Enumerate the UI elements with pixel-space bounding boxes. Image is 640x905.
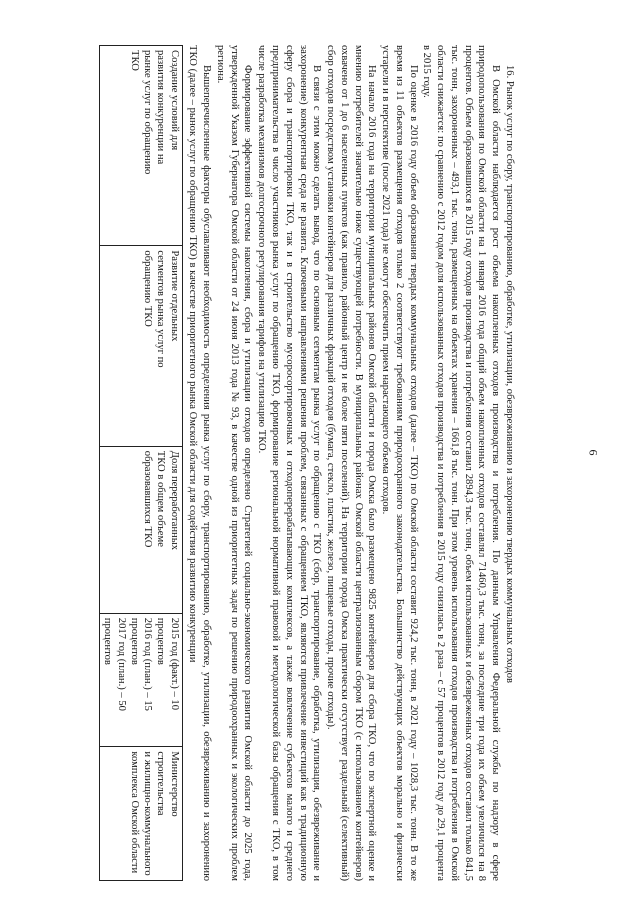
paragraph-waste-volume: В Омской области наблюдается рост объема накопленных отходов производства и потребления. По данным Управления Федеральной службы по надзору в сфере природопользования по Омской области на 1 января 2016 года общий объем накопленных отходов составлял 71460,3 тыс. тонн, за последние три года их объем увеличился на 8 процентов. Объем образовавшихся в 2015 году отходов производства и потребления составил 2894,3 тыс. тонн, объем использованных и обезвреженных отходов составил только 841,5 тыс. тонн, захороненных – 493,1 тыс. тонн, размещенных на объектах хранения – 1661,8 тыс. тонн. При этом уровень использования отходов производства и потребления в Омской области снижается: по сравнению с 2012 годом доля использованных отходов производства и потребления в 2015 году снизилась в 2 раза – с 57 процентов в 2012 году до 29,1 процента в 2015 году.: [421, 45, 502, 881]
cell-line: Министерство строительства: [155, 751, 180, 817]
paragraph-tko-forecast: По оценке в 2016 году объем образования твердых коммунальных отходов (далее – ТКО) по Омской области составит 924,2 тыс. тонн, в 2021 году – 1028,3 тыс. тонн. В то же время из 11 объектов размещения отходов только 2 соответствуют требованиям природоохранного законодательства. Большинство действующих объектов морально и физически устарели и в перспективе (после 2021 года) не смогут обеспечить прием нарастающего объема отходов.: [380, 45, 419, 881]
table-cell-task: [100, 246, 182, 446]
cell-line: 2016 год (план.) – 15: [142, 617, 154, 711]
table-cell-goal: [100, 46, 182, 246]
cell-line: процентов: [128, 617, 140, 665]
table-row: [100, 46, 182, 881]
cell-line: процентов: [102, 617, 114, 665]
document-content: [99, 39, 518, 887]
document-page: [66, 39, 518, 887]
cell-line: комплекса Омской области: [128, 751, 140, 874]
cell-line: Доля переработанных: [168, 450, 180, 551]
paragraph-competition: В связи с этим можно сделать вывод, что по основным сегментам рынка услуг по обращению с ТКО (сбор, транспортирование, обработка, утилизация, обезвреживание и захоронение) конкурентная среда не развита. Ключевыми направлениями решения проблем, связанных с обращением ТКО, являются привлечение инвестиций как в традиционную сферу сбора и транспортировки ТКО, так и в строительство мусоросортировочных и отходоперерабатывающих комплексов, а также вовлечение субъектов малого и среднего предпринимательства в число участников рынка услуг по обращению ТКО, формирование региональной нормативной правовой и методологической базы обращения с ТКО, в том числе разработка механизмов долгосрочного регулирования тарифов на утилизацию ТКО.: [256, 45, 323, 881]
cell-line: 2017 год (план.) – 50: [115, 617, 127, 711]
cell-line: ТКО: [128, 50, 140, 71]
cell-line: развития конкуренции на: [155, 50, 167, 165]
cell-line: Развитие отдельных: [168, 250, 180, 342]
cell-line: и жилищно-коммунального: [142, 751, 154, 876]
paragraph-containers: На начало 2016 года на территории муниципальных районов Омской области и города Омска было размещено 9825 контейнеров для сбора ТКО, что по экспертной оценке и мнению потребителей значительно ниже существующей потребности. В муниципальных районах Омской области централизованным сбором ТКО (с использованием контейнеров) охвачено от 1 до 6 населенных пунктов (как правило, районный центр и не более пяти поселений). На территории города Омска практически отсутствует раздельный (селективный) сбор отходов посредством установки контейнеров для различных фракций отходов (бумага, стекло, пластик, железо, пищевые отходы, прочие отходы).: [325, 45, 378, 881]
page-number: 6: [586, 449, 601, 456]
cell-line: ТКО в общем объеме: [155, 450, 167, 547]
cell-line: обращению ТКО: [142, 250, 154, 327]
section-heading: 16. Рынок услуг по сбору, транспортированию, обработке, утилизации, обезвреживанию и захоронению твердых коммунальных отходов: [504, 65, 515, 684]
cell-line: сегментов рынка услуг по: [155, 250, 167, 368]
cell-line: Создание условий для: [168, 50, 180, 151]
measures-table: [99, 45, 182, 881]
cell-line: процентов: [155, 617, 167, 665]
paragraph-priority-market: Вышеперечисленные факторы обуславливают необходимость определения рынка услуг по сбору, транспортированию, обработке, утилизации, обезвреживанию и захоронению ТКО (далее – рынок услуг по обращению ТКО) в качестве приоритетного рынка Омской области для содействия развитию конкуренции: [187, 45, 213, 881]
paragraph-strategy: Формирование эффективной системы накопления, сбора и утилизации отходов определено Стратегией социально-экономического развития Омской области до 2025 года, утвержденной Указом Губернатора Омской области от 24 июня 2013 года № 93, в качестве одной из приоритетных задач по решению природоохранных и экологических проблем региона.: [214, 45, 254, 881]
cell-line: образовавшихся ТКО: [142, 450, 154, 548]
table-cell-indicator: [100, 446, 182, 613]
cell-line: рынке услуг по обращению: [142, 50, 154, 175]
table-cell-responsible: [100, 747, 182, 881]
table-cell-values: [100, 613, 182, 747]
cell-line: 2015 год (факт.) – 10: [168, 617, 180, 711]
